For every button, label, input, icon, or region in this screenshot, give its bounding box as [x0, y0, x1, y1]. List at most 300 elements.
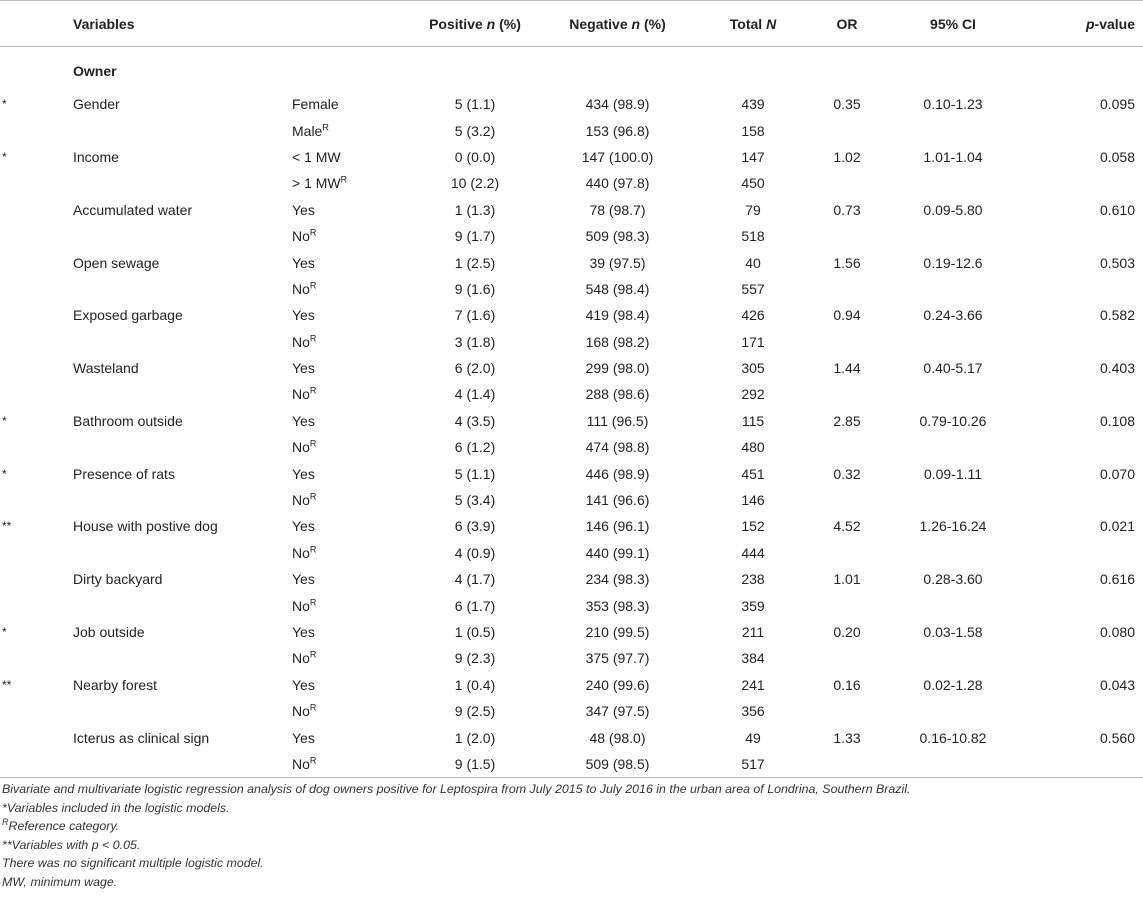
row-marker-empty [0, 751, 73, 777]
total-cell: 444 [741, 544, 765, 561]
category-text: No [292, 650, 310, 667]
total-cell: 450 [741, 175, 765, 192]
negative-cell: 419 (98.4) [585, 307, 650, 324]
ci-cell-empty [883, 381, 1023, 407]
ci-cell: 0.24-3.66 [923, 307, 983, 324]
total-cell: 49 [745, 729, 761, 746]
or-cell-empty [811, 487, 883, 513]
category-label-reference [292, 434, 410, 460]
table-row [0, 355, 1143, 381]
negative-cell: 347 (97.5) [585, 703, 650, 720]
or-cell: 1.56 [833, 254, 861, 271]
table-row [0, 513, 1143, 539]
pvalue-cell-empty [1023, 276, 1143, 302]
category-text: Male [292, 122, 323, 139]
positive-cell: 1 (2.5) [454, 254, 496, 271]
category-label-reference [292, 645, 410, 671]
total-cell: 171 [741, 333, 765, 350]
total-cell: 211 [741, 624, 765, 640]
variable-name: Job outside [73, 624, 145, 640]
reference-mark: R [309, 491, 317, 502]
table-row-reference [0, 540, 1143, 566]
variable-name-empty [73, 329, 292, 355]
pvalue-cell-empty [1023, 540, 1143, 566]
category-label: Yes [292, 676, 315, 693]
negative-cell: 548 (98.4) [585, 280, 650, 297]
table-row-reference [0, 698, 1143, 724]
table-row-reference [0, 381, 1143, 407]
reference-mark: R [309, 333, 317, 344]
reference-mark: R [340, 174, 348, 185]
table-footnotes [2, 780, 1132, 892]
row-marker-empty [0, 592, 73, 618]
or-cell: 1.44 [833, 360, 861, 377]
table-row [0, 408, 1143, 434]
variable-name: Nearby forest [73, 676, 158, 693]
total-cell: 79 [745, 201, 761, 218]
negative-cell: 111 (96.5) [586, 412, 649, 429]
or-cell: 2.85 [833, 412, 861, 429]
or-cell-empty [811, 592, 883, 618]
or-cell: 0.16 [833, 676, 861, 693]
row-marker-empty [0, 170, 73, 196]
total-cell: 439 [741, 96, 765, 113]
total-cell: 147 [741, 148, 765, 165]
table-row-reference [0, 434, 1143, 460]
positive-cell: 1 (0.4) [454, 676, 496, 693]
positive-cell: 1 (0.5) [454, 624, 496, 640]
negative-cell: 434 (98.9) [585, 96, 650, 113]
positive-cell: 3 (1.8) [454, 333, 496, 350]
or-cell: 0.20 [833, 624, 861, 640]
variable-name: Presence of rats [73, 465, 175, 482]
ci-cell: 0.02-1.28 [923, 676, 983, 693]
or-cell: 0.32 [833, 465, 861, 482]
pvalue-cell: 0.080 [1099, 624, 1135, 640]
variable-name: Exposed garbage [73, 307, 183, 324]
row-marker: * [2, 149, 7, 164]
row-marker-empty [0, 434, 73, 460]
reference-mark: R [309, 596, 317, 607]
variable-name-empty [73, 117, 292, 143]
table-row [0, 619, 1143, 645]
reference-mark: R [309, 702, 317, 713]
reference-mark: R [309, 755, 317, 766]
negative-cell: 240 (99.6) [585, 676, 650, 693]
or-cell: 1.01 [833, 571, 861, 588]
pvalue-cell: 0.582 [1099, 307, 1135, 324]
pvalue-cell: 0.058 [1099, 148, 1135, 165]
pvalue-cell-empty [1023, 170, 1143, 196]
variable-name: Gender [73, 96, 120, 113]
or-cell-empty [811, 751, 883, 777]
negative-cell: 234 (98.3) [585, 571, 650, 588]
total-cell: 518 [741, 228, 765, 245]
ci-cell-empty [883, 698, 1023, 724]
category-label: Yes [292, 254, 315, 271]
ci-cell-empty [883, 276, 1023, 302]
variable-name-empty [73, 540, 292, 566]
category-text: No [292, 333, 310, 350]
ci-cell-empty [883, 540, 1023, 566]
row-marker-empty [0, 698, 73, 724]
or-cell: 4.52 [833, 518, 861, 535]
negative-cell: 446 (98.9) [585, 465, 650, 482]
ci-cell-empty [883, 645, 1023, 671]
ci-cell: 0.40-5.17 [923, 360, 983, 377]
ci-cell: 0.19-12.6 [923, 254, 983, 271]
ci-cell-empty [883, 117, 1023, 143]
category-label: Yes [292, 571, 315, 588]
category-label: Yes [292, 518, 315, 535]
ci-cell: 1.01-1.04 [923, 148, 983, 165]
or-cell: 0.35 [833, 96, 861, 113]
pvalue-cell-empty [1023, 223, 1143, 249]
positive-cell: 4 (1.7) [454, 571, 496, 588]
pvalue-cell: 0.610 [1099, 201, 1135, 218]
pvalue-cell: 0.108 [1099, 412, 1135, 429]
variable-name: Accumulated water [73, 201, 193, 218]
pvalue-cell: 0.043 [1099, 676, 1135, 693]
variable-name-empty [73, 698, 292, 724]
category-text: No [292, 703, 310, 720]
table-row-reference [0, 751, 1143, 777]
pvalue-cell: 0.616 [1099, 571, 1135, 588]
or-cell-empty [811, 223, 883, 249]
total-cell: 152 [741, 518, 765, 535]
table-header [0, 1, 1143, 47]
row-marker: * [2, 413, 7, 428]
positive-cell: 9 (1.6) [454, 280, 496, 297]
category-label-reference [292, 751, 410, 777]
negative-cell: 146 (96.1) [585, 518, 650, 535]
category-label-reference [292, 592, 410, 618]
row-marker [0, 566, 73, 592]
total-cell: 305 [741, 360, 765, 377]
or-cell-empty [811, 329, 883, 355]
negative-cell: 440 (99.1) [585, 544, 650, 561]
category-label: Female [292, 96, 339, 113]
total-cell: 241 [741, 676, 765, 693]
pvalue-cell-empty [1023, 487, 1143, 513]
category-label-reference [292, 540, 410, 566]
category-label-reference [292, 223, 410, 249]
positive-cell: 9 (2.5) [454, 703, 496, 720]
row-marker: ** [2, 677, 12, 692]
positive-cell: 4 (1.4) [454, 386, 496, 403]
ci-cell: 0.09-1.11 [923, 465, 983, 482]
positive-cell: 4 (0.9) [454, 544, 496, 561]
section-owner: Owner [73, 63, 117, 79]
pvalue-cell: 0.403 [1099, 360, 1135, 377]
row-marker-empty [0, 487, 73, 513]
footnote-model: There was no significant multiple logistic model. [2, 856, 264, 871]
table-row [0, 91, 1143, 117]
pvalue-cell-empty [1023, 592, 1143, 618]
row-marker [0, 302, 73, 328]
table-row-reference [0, 117, 1143, 143]
pvalue-cell-empty [1023, 645, 1143, 671]
pvalue-cell-empty [1023, 381, 1143, 407]
variable-name: Icterus as clinical sign [73, 729, 210, 746]
row-marker [0, 724, 73, 750]
section-row [0, 47, 1143, 92]
category-label: Yes [292, 201, 315, 218]
category-label: Yes [292, 412, 315, 429]
table-row [0, 144, 1143, 170]
negative-cell: 147 (100.0) [581, 148, 654, 165]
total-cell: 359 [741, 597, 765, 614]
row-marker: * [2, 97, 7, 112]
variable-name: Open sewage [73, 254, 160, 271]
variable-name-empty [73, 223, 292, 249]
ci-cell: 0.03-1.58 [923, 624, 983, 640]
or-cell-empty [811, 698, 883, 724]
total-cell: 40 [745, 254, 761, 271]
positive-cell: 5 (3.2) [454, 122, 496, 139]
pvalue-cell: 0.021 [1099, 518, 1135, 535]
or-cell: 0.73 [833, 201, 861, 218]
ci-cell-empty [883, 487, 1023, 513]
negative-cell: 375 (97.7) [585, 650, 650, 667]
total-cell: 451 [741, 465, 765, 482]
row-marker: * [2, 466, 7, 481]
header-pvalue: p-value [1023, 1, 1143, 47]
row-marker: ** [2, 519, 12, 534]
header-ci: 95% CI [883, 1, 1023, 47]
total-cell: 292 [741, 386, 765, 403]
table-row [0, 672, 1143, 698]
or-cell-empty [811, 434, 883, 460]
category-text: No [292, 492, 310, 509]
or-cell: 1.02 [833, 148, 861, 165]
reference-mark: R [322, 121, 329, 132]
negative-cell: 353 (98.3) [585, 597, 650, 614]
pvalue-cell-empty [1023, 751, 1143, 777]
or-cell-empty [811, 276, 883, 302]
negative-cell: 299 (98.0) [585, 360, 650, 377]
total-cell: 426 [741, 307, 765, 324]
negative-cell: 288 (98.6) [585, 386, 650, 403]
ci-cell-empty [883, 592, 1023, 618]
footnote-mw: MW, minimum wage. [2, 874, 118, 889]
header-category [292, 1, 410, 47]
ci-cell: 1.26-16.24 [919, 518, 987, 535]
negative-cell: 474 (98.8) [585, 439, 650, 456]
variable-name-empty [73, 276, 292, 302]
positive-cell: 6 (1.7) [454, 597, 496, 614]
pvalue-cell-empty [1023, 434, 1143, 460]
or-cell-empty [811, 170, 883, 196]
positive-cell: 0 (0.0) [454, 148, 496, 165]
header-or: OR [811, 1, 883, 47]
row-marker-empty [0, 645, 73, 671]
negative-cell: 153 (96.8) [585, 122, 650, 139]
ci-cell-empty [883, 434, 1023, 460]
category-text: No [292, 755, 310, 772]
reference-mark: R [309, 385, 317, 396]
row-marker-empty [0, 276, 73, 302]
category-label-reference [292, 276, 410, 302]
category-label: Yes [292, 624, 315, 640]
table-row [0, 566, 1143, 592]
ci-cell-empty [883, 170, 1023, 196]
or-cell: 1.33 [833, 729, 861, 746]
table-row-reference [0, 487, 1143, 513]
pvalue-cell: 0.095 [1099, 96, 1135, 113]
variable-name-empty [73, 434, 292, 460]
table-row [0, 302, 1143, 328]
header-negative: Negative n (%) [540, 1, 695, 47]
ci-cell-empty [883, 329, 1023, 355]
footnote-star: *Variables included in the logistic models. [2, 800, 230, 815]
header-positive: Positive n (%) [410, 1, 540, 47]
positive-cell: 6 (3.9) [454, 518, 496, 535]
row-marker: * [2, 625, 7, 639]
pvalue-cell-empty [1023, 329, 1143, 355]
negative-cell: 210 (99.5) [585, 624, 650, 640]
category-text: No [292, 597, 310, 614]
category-label-reference [292, 170, 410, 196]
variable-name-empty [73, 751, 292, 777]
table-row-reference [0, 223, 1143, 249]
positive-cell: 1 (1.3) [454, 201, 496, 218]
row-marker-empty [0, 540, 73, 566]
footnote-double-star: **Variables with p < 0.05. [2, 837, 141, 852]
positive-cell: 5 (3.4) [454, 492, 496, 509]
or-cell-empty [811, 540, 883, 566]
or-cell-empty [811, 645, 883, 671]
positive-cell: 5 (1.1) [454, 465, 496, 482]
table-row-reference [0, 170, 1143, 196]
positive-cell: 9 (2.3) [454, 650, 496, 667]
total-cell: 356 [741, 703, 765, 720]
footnote-reference: $^R$Reference category. [2, 817, 120, 834]
negative-cell: 141 (96.6) [585, 492, 650, 509]
ci-cell-empty [883, 223, 1023, 249]
total-cell: 557 [741, 280, 765, 297]
table-body [0, 47, 1143, 778]
category-label: < 1 MW [292, 148, 341, 165]
category-text: No [292, 280, 310, 297]
category-label-reference [292, 381, 410, 407]
total-cell: 115 [741, 412, 765, 429]
or-cell-empty [811, 381, 883, 407]
pvalue-cell-empty [1023, 117, 1143, 143]
total-cell: 480 [741, 439, 765, 456]
or-cell: 0.94 [833, 307, 861, 324]
reference-mark: R [309, 544, 317, 555]
table-row-reference [0, 276, 1143, 302]
ci-cell: 0.28-3.60 [923, 571, 983, 588]
table-row-reference [0, 329, 1143, 355]
ci-cell: 0.79-10.26 [919, 412, 987, 429]
reference-mark: R [309, 227, 317, 238]
row-marker-empty [0, 381, 73, 407]
variable-name-empty [73, 381, 292, 407]
negative-cell: 48 (98.0) [589, 729, 646, 746]
variable-name: House with postive dog [73, 518, 218, 535]
variable-name: Bathroom outside [73, 412, 183, 429]
total-cell: 384 [741, 650, 765, 667]
reference-mark: R [309, 649, 317, 660]
category-label: Yes [292, 729, 315, 746]
reference-mark: R [309, 280, 317, 291]
table-row [0, 249, 1143, 275]
positive-cell: 6 (1.2) [454, 439, 496, 456]
total-cell: 517 [695, 751, 811, 777]
table-row [0, 197, 1143, 223]
variable-name-empty [73, 170, 292, 196]
negative-cell: 39 (97.5) [589, 254, 646, 271]
footnote-caption: Bivariate and multivariate logistic regression analysis of dog owners positive for Leptospira from July 2015 to July 2016 in the urban area of Londrina, Southern Brazil. [2, 782, 911, 796]
positive-cell: 1 (2.0) [454, 729, 496, 746]
category-label-reference [292, 329, 410, 355]
table-row-reference [0, 645, 1143, 671]
positive-cell: 10 (2.2) [450, 175, 500, 192]
positive-cell: 4 (3.5) [454, 412, 496, 429]
total-cell: 238 [741, 571, 765, 588]
category-label-reference [292, 698, 410, 724]
category-text: No [292, 386, 310, 403]
negative-cell: 168 (98.2) [585, 333, 650, 350]
total-cell: 158 [741, 122, 765, 139]
category-label-reference [292, 117, 410, 143]
pvalue-cell: 0.560 [1099, 729, 1135, 746]
table-row [0, 724, 1143, 750]
variable-name: Income [73, 148, 119, 165]
negative-cell: 509 (98.3) [585, 228, 650, 245]
category-text: No [292, 439, 310, 456]
total-cell: 146 [741, 492, 765, 509]
category-text: No [292, 228, 310, 245]
category-label: Yes [292, 465, 315, 482]
ci-cell-empty [883, 751, 1023, 777]
variable-name: Dirty backyard [73, 571, 163, 588]
positive-cell: 9 (1.7) [454, 228, 496, 245]
variable-name-empty [73, 592, 292, 618]
table-row [0, 460, 1143, 486]
row-marker [0, 355, 73, 381]
header-total: Total N [695, 1, 811, 47]
positive-cell: 9 (1.5) [410, 751, 540, 777]
positive-cell: 5 (1.1) [454, 96, 496, 113]
negative-cell: 509 (98.5) [540, 751, 695, 777]
table-row-reference [0, 592, 1143, 618]
variable-name: Wasteland [73, 360, 139, 377]
negative-cell: 440 (97.8) [585, 175, 650, 192]
pvalue-cell: 0.503 [1099, 254, 1135, 271]
category-label-reference [292, 487, 410, 513]
pvalue-cell: 0.070 [1099, 465, 1135, 482]
reference-mark: R [309, 438, 317, 449]
pvalue-cell-empty [1023, 698, 1143, 724]
row-marker-empty [0, 329, 73, 355]
row-marker [0, 249, 73, 275]
negative-cell: 78 (98.7) [589, 201, 646, 218]
row-marker-empty [0, 117, 73, 143]
ci-cell: 0.10-1.23 [923, 96, 983, 113]
header-variables: Variables [0, 1, 292, 47]
or-cell-empty [811, 117, 883, 143]
positive-cell: 6 (2.0) [454, 360, 496, 377]
category-text: No [292, 544, 310, 561]
row-marker [0, 197, 73, 223]
positive-cell: 7 (1.6) [454, 307, 496, 324]
variable-name-empty [73, 487, 292, 513]
ci-cell: 0.09-5.80 [923, 201, 983, 218]
ci-cell: 0.16-10.82 [919, 729, 987, 746]
